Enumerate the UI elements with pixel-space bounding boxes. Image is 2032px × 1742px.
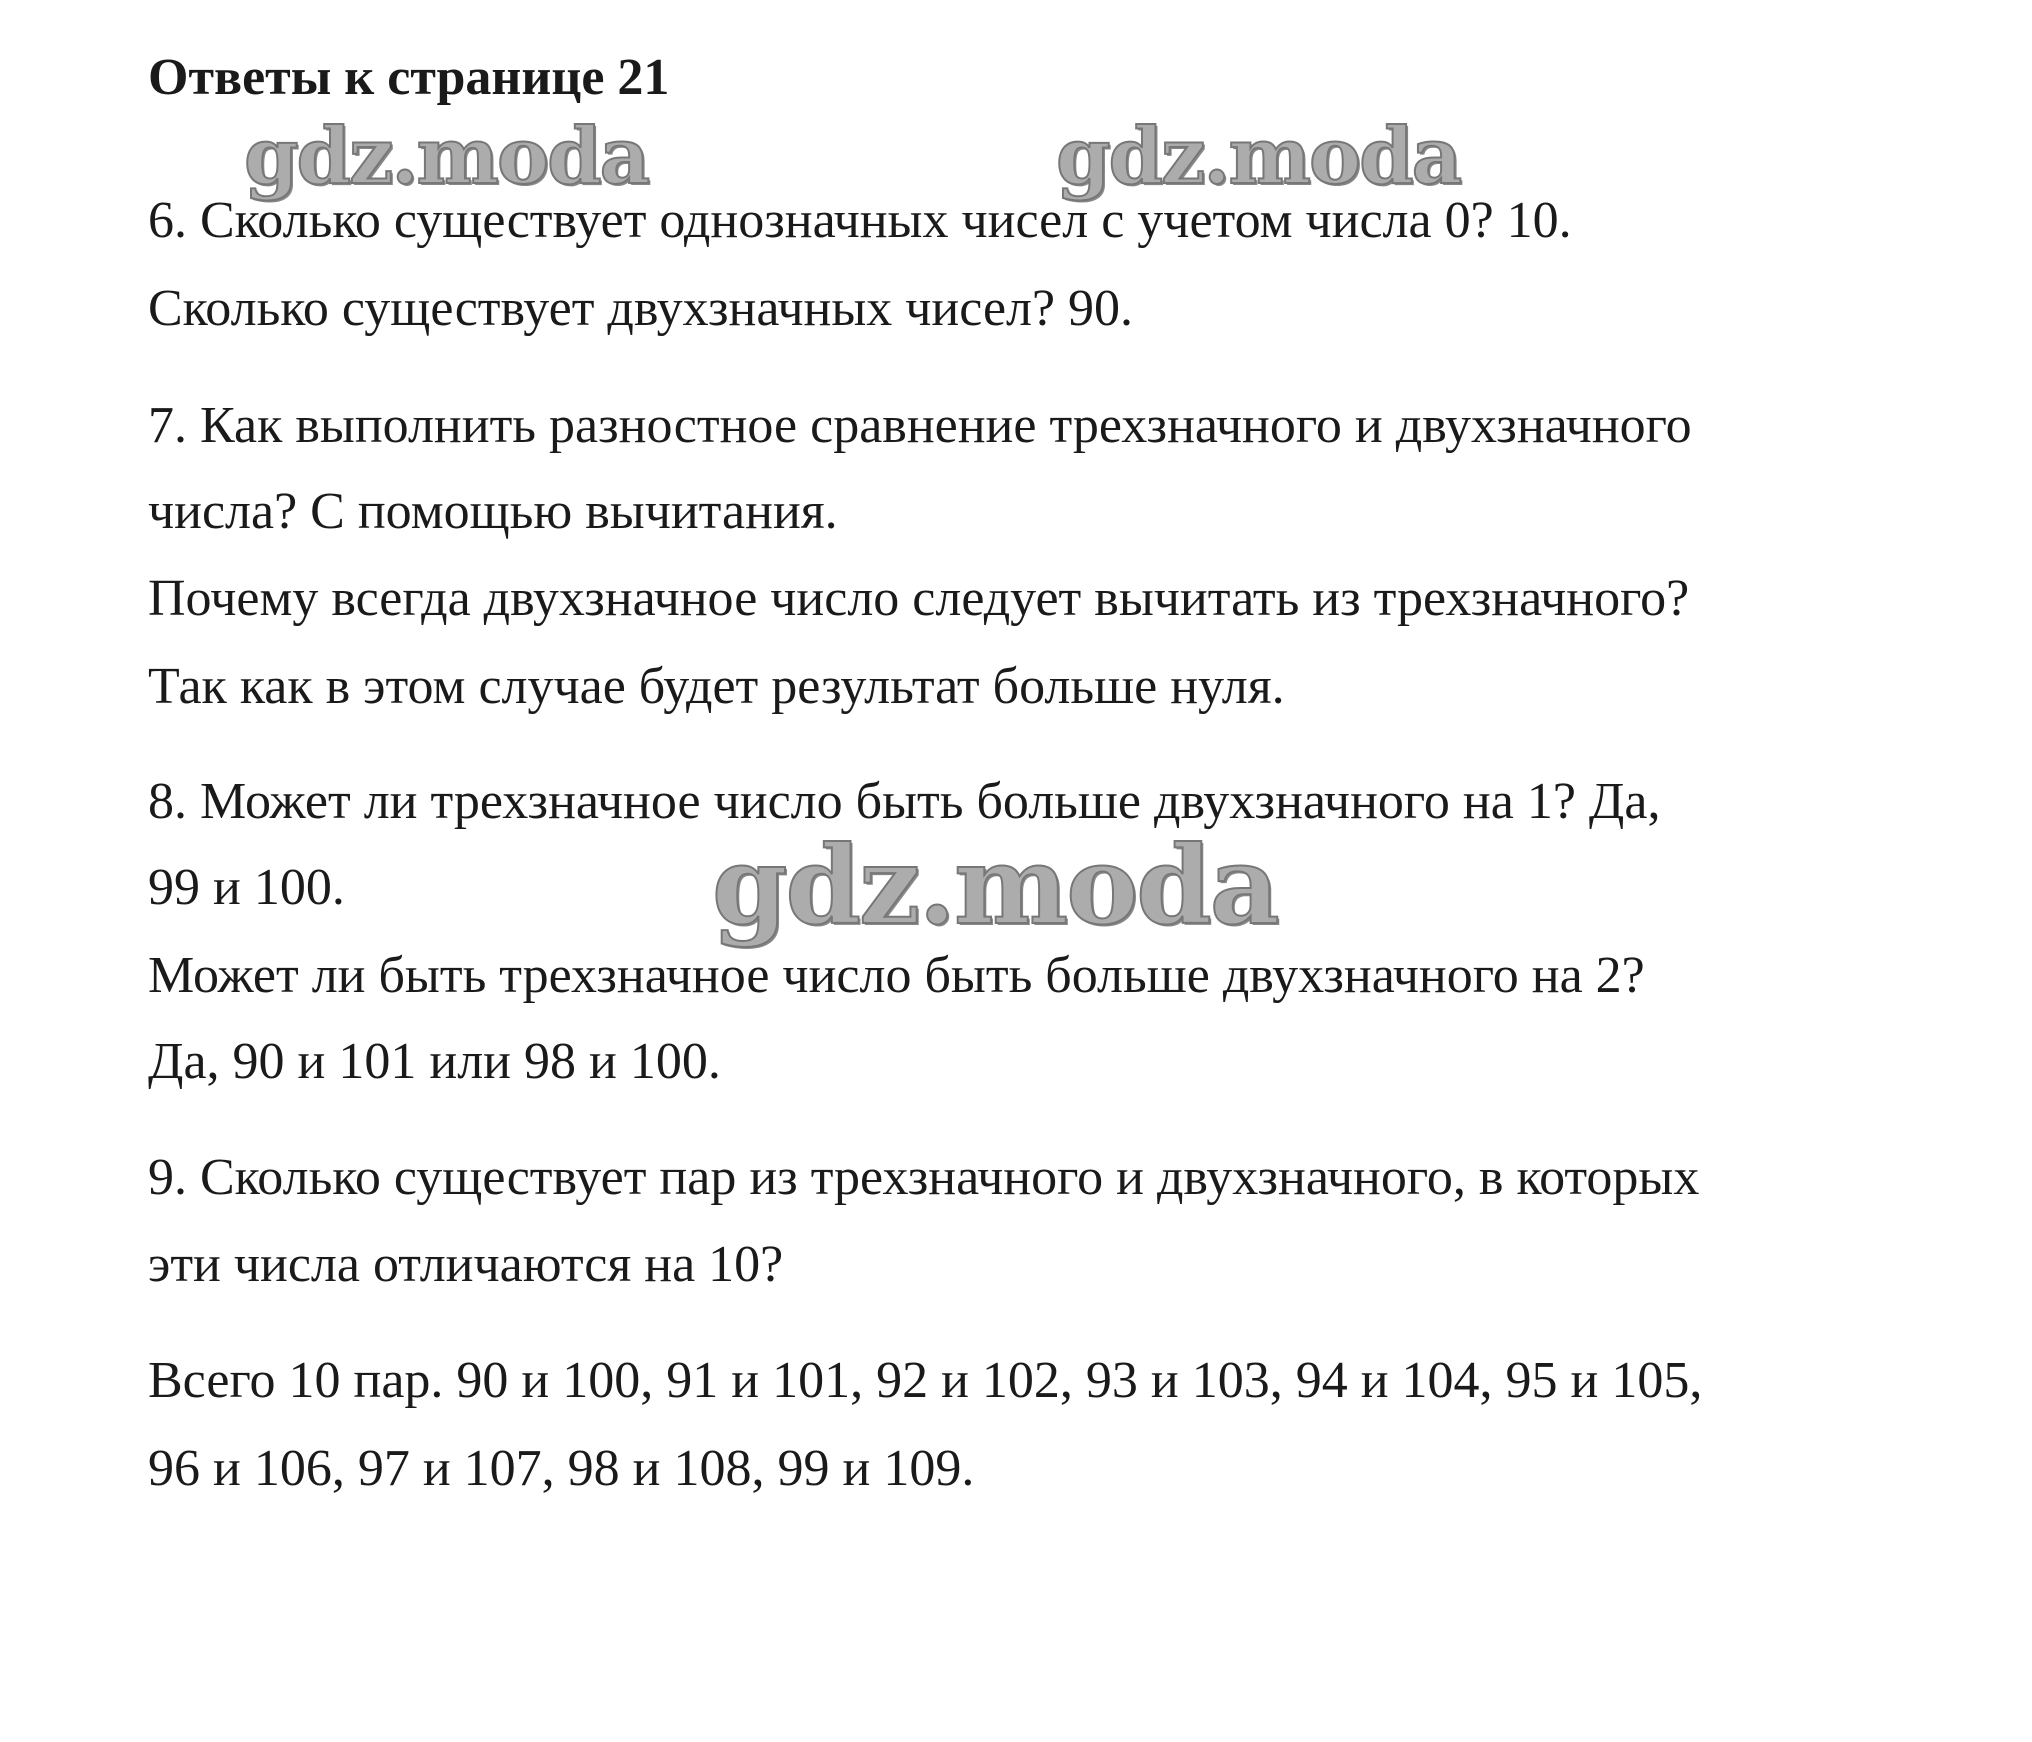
answer-8-followup-text: Да, 90 и 101 или 98 и 100. [148,1033,721,1090]
answer-9-question-cont: эти числа отличаются на 10? [148,1236,784,1293]
answer-8-question: 8. Может ли трехзначное число быть больше двухзначного на 1? Да, [148,773,1661,830]
answer-8-text: 99 и 100. [148,859,345,916]
watermark-logo: gdz.moda [1056,111,1461,202]
answer-7-followup-question: Почему всегда двухзначное число следует вычитать из трехзначного? [148,570,1690,627]
answer-7-question: 7. Как выполнить разностное сравнение трехзначного и двухзначного [148,397,1692,454]
answer-7-followup-text: Так как в этом случае будет результат больше нуля. [148,658,1285,715]
watermark-logo: gdz.moda [712,823,1278,949]
answer-6-text: Сколько существует двухзначных чисел? 90. [148,280,1134,337]
answer-6-question: 6. Сколько существует однозначных чисел с учетом числа 0? 10. [148,192,1572,249]
watermark-logo: gdz.moda [244,111,649,202]
answer-7-text: числа? С помощью вычитания. [148,483,838,540]
answer-9-text: Всего 10 пар. 90 и 100, 91 и 101, 92 и 102, 93 и 103, 94 и 104, 95 и 105, [148,1352,1703,1409]
answer-9-text-cont: 96 и 106, 97 и 107, 98 и 108, 99 и 109. [148,1440,975,1497]
page-title: Ответы к странице 21 [148,49,670,106]
answer-8-followup-question: Может ли быть трехзначное число быть больше двухзначного на 2? [148,947,1645,1004]
answer-9-question: 9. Сколько существует пар из трехзначного и двухзначного, в которых [148,1149,1700,1206]
